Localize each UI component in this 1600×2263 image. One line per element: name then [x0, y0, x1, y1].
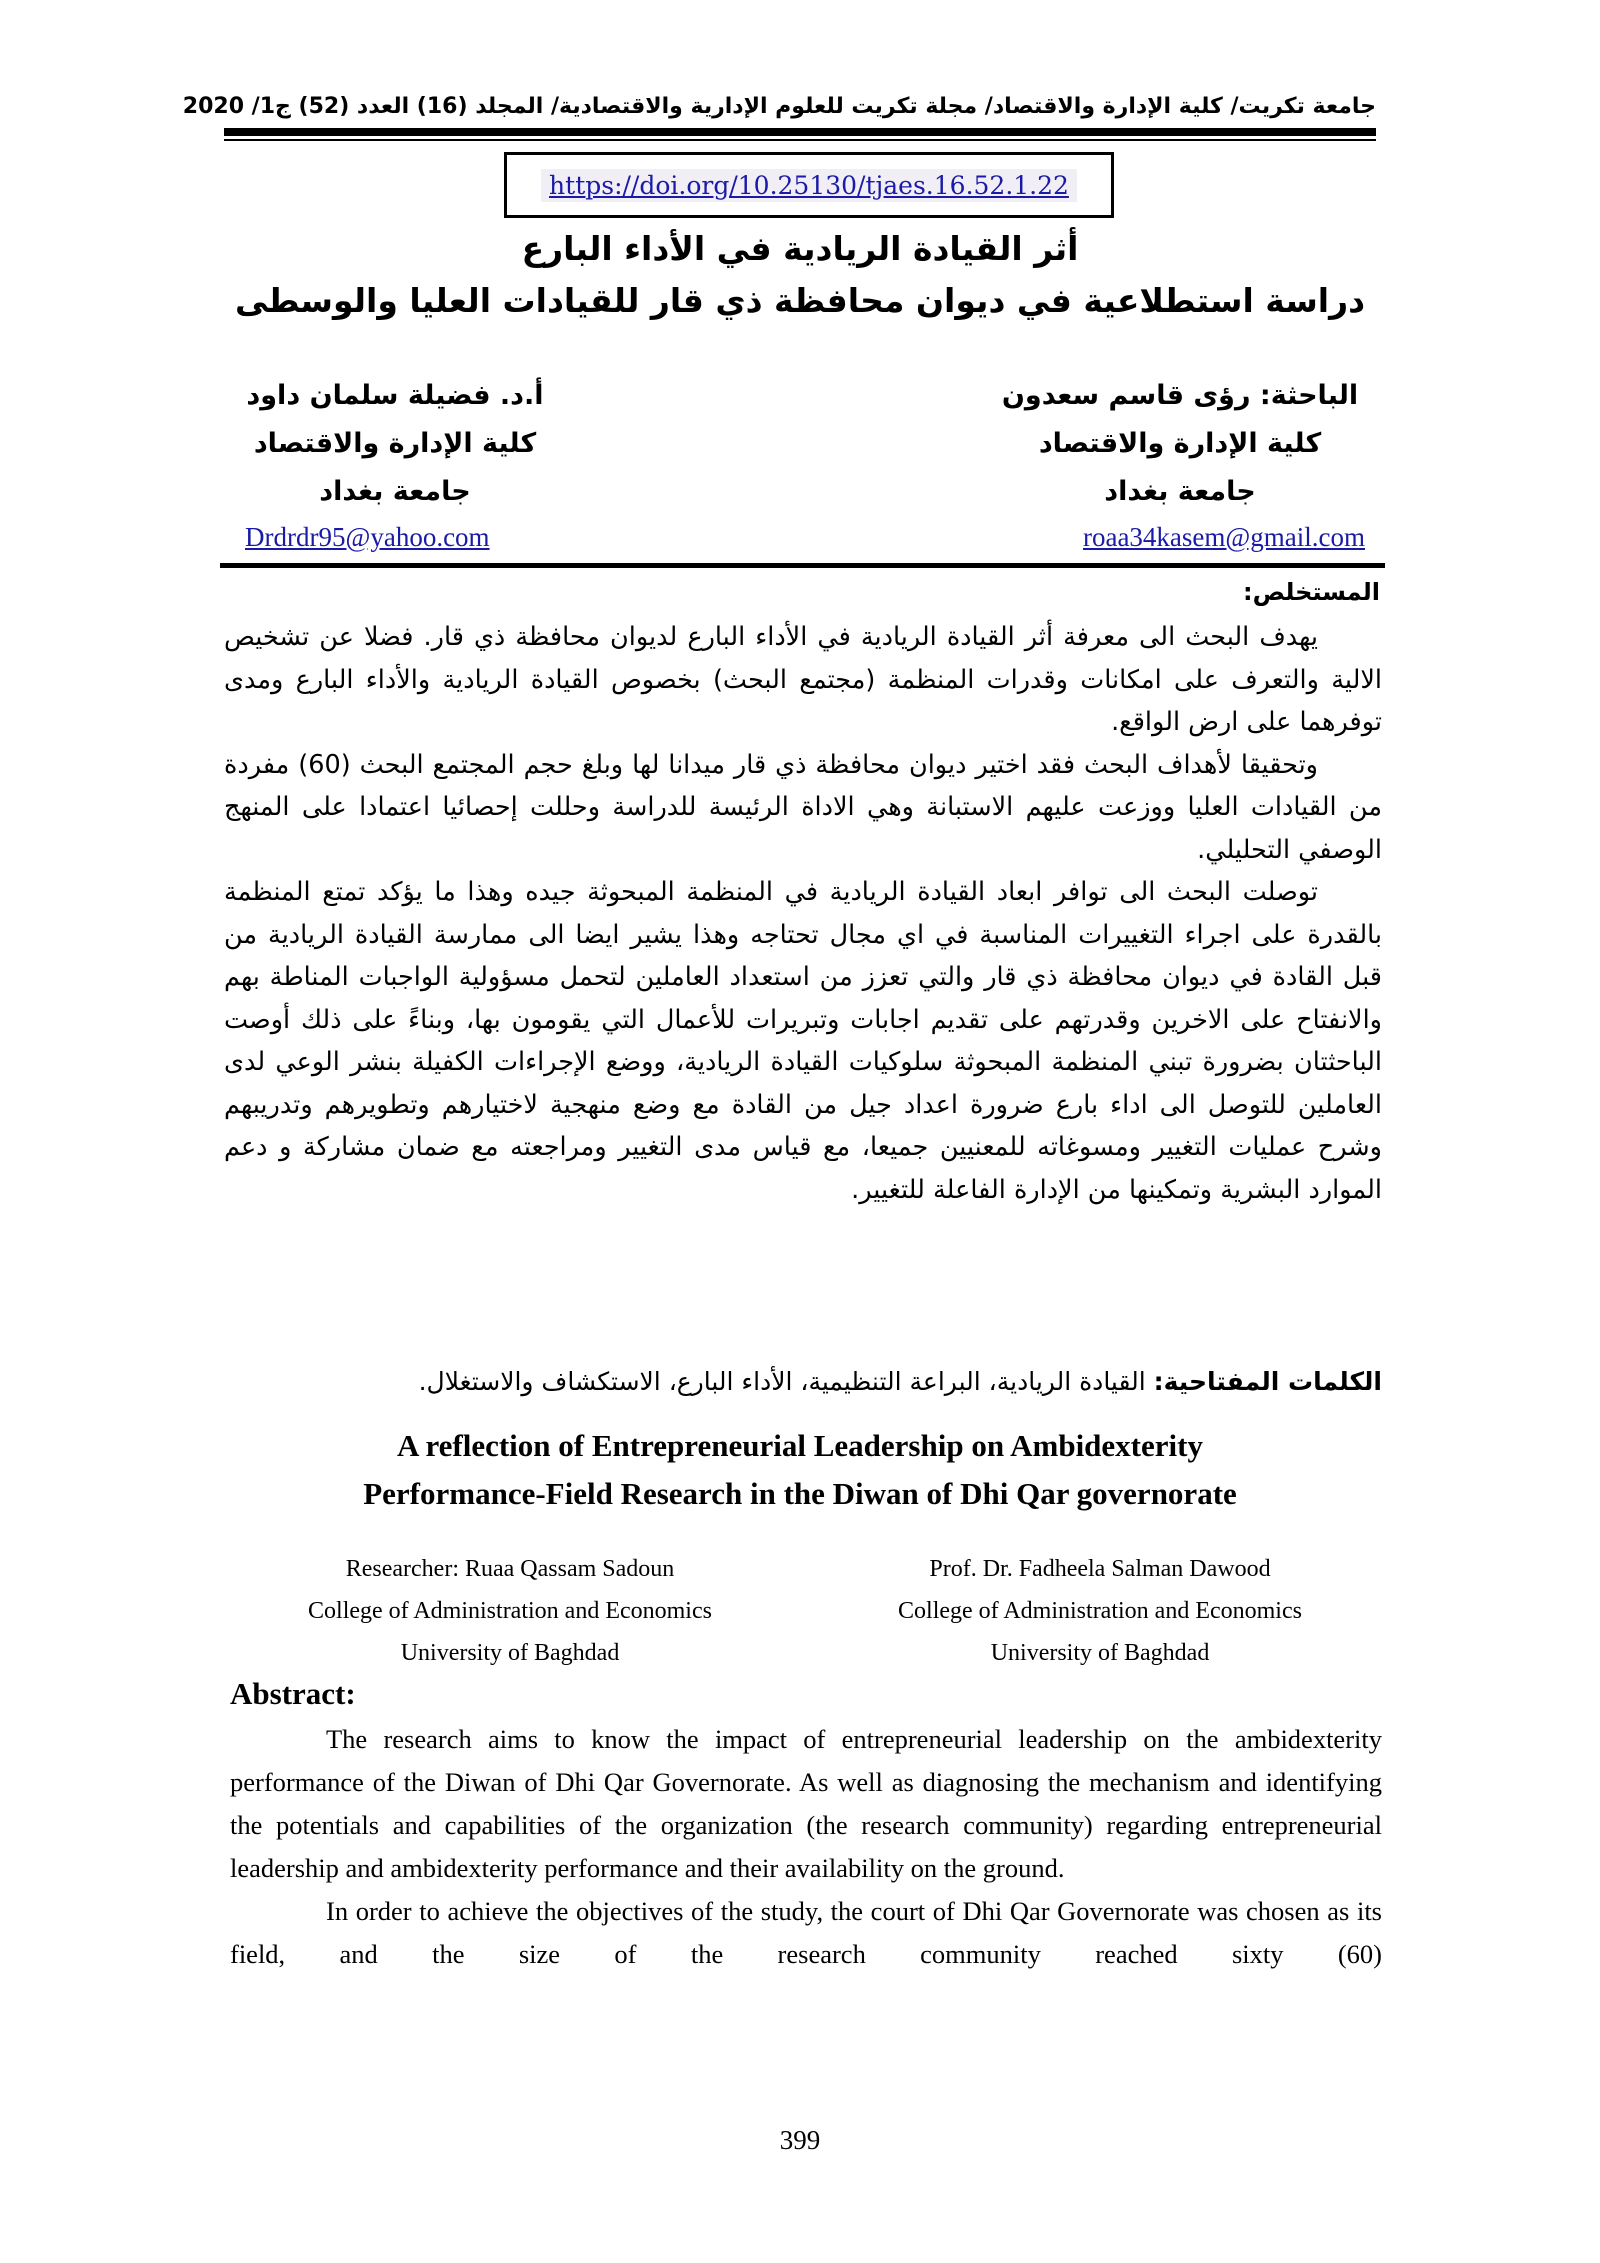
arabic-abstract-paragraph: وتحقيقا لأهداف البحث فقد اختير ديوان محافظة ذي قار ميدانا لها وبلغ حجم المجتمع البحث (60) مفردة من القيادات العليا ووزعت عليهم الاستبانة وهي الاداة الرئيسة للدراسة وحللت إحصائيا اعتمادا على المنهج الوصفي التحليلي.	[224, 749, 1382, 865]
english-abstract-paragraph: In order to achieve the objectives of the study, the court of Dhi Qar Governorate was chosen as its field, and the size of the research community reached sixty (60)	[230, 1896, 1382, 1969]
author-name: أ.د. فضيلة سلمان داود	[246, 380, 544, 411]
english-abstract-heading: Abstract:	[230, 1676, 356, 1711]
doi-box	[504, 152, 1114, 218]
arabic-subtitle: دراسة استطلاعية في ديوان محافظة ذي قار للقيادات العليا والوسطى	[234, 281, 1366, 320]
author-2-email-link[interactable]: Drdrdr95@yahoo.com	[245, 522, 490, 552]
arabic-abstract-body	[224, 616, 1382, 1211]
arabic-abstract-heading: المستخلص:	[1243, 578, 1380, 606]
english-author-1	[240, 1548, 780, 1674]
english-author-2	[820, 1548, 1380, 1674]
author-1-email-link[interactable]: roaa34kasem@gmail.com	[1082, 522, 1365, 552]
author-name: Prof. Dr. Fadheela Salman Dawood	[929, 1556, 1271, 1582]
running-header: جامعة تكريت/ كلية الإدارة والاقتصاد/ مجلة تكريت للعلوم الإدارية والاقتصادية/ المجلد (16) العدد (52) ج1/ 2020	[182, 94, 1376, 119]
english-title-line-1: A reflection of Entrepreneurial Leadership on Ambidexterity	[397, 1428, 1203, 1463]
english-abstract-paragraph: The research aims to know the impact of entrepreneurial leadership on the ambidexterity performance of the Diwan of Dhi Qar Governorate. As well as diagnosing the mechanism and identifying the potentials and capabilities of the organization (the research community) regarding entrepreneurial leadership and ambidexterity performance and their availability on the ground.	[230, 1724, 1382, 1883]
author-college: College of Administration and Economics	[308, 1598, 712, 1624]
arabic-title: أثر القيادة الريادية في الأداء البارع	[521, 229, 1079, 268]
author-university: University of Baghdad	[990, 1640, 1210, 1666]
author-name: الباحثة: رؤى قاسم سعدون	[1001, 380, 1359, 411]
header-rule-thin	[224, 139, 1376, 141]
keywords-list: القيادة الريادية، البراعة التنظيمية، الأداء البارع، الاستكشاف والاستغلال.	[418, 1367, 1146, 1396]
arabic-author-2	[230, 372, 560, 516]
keywords-label: الكلمات المفتاحية:	[1153, 1367, 1382, 1396]
author-name: Researcher: Ruaa Qassam Sadoun	[345, 1556, 675, 1582]
author-college: كلية الإدارة والاقتصاد	[253, 428, 537, 459]
header-rule-thick	[224, 128, 1376, 136]
page-number: 399	[779, 2125, 821, 2155]
author-university: جامعة بغداد	[319, 476, 471, 507]
author-college: College of Administration and Economics	[898, 1598, 1302, 1624]
arabic-abstract-paragraph: توصلت البحث الى توافر ابعاد القيادة الريادية في المنظمة المبحوثة جيده وهذا ما يؤكد تمتع المنظمة بالقدرة على اجراء التغييرات المناسبة في اي مجال تحتاجه وهذا يشير ايضا الى ممارسة القيادة الريادية من قبل القادة في ديوان محافظة ذي قار والتي تعزز من استعداد العاملين لتحمل مسؤولية الواجبات المناطة بهم والانفتاح على الاخرين وقدرتهم على تقديم اجابات وتبريرات للأعمال التي يقومون بها، وبناءً على ذلك أوصت الباحثتان بضرورة تبني المنظمة المبحوثة سلوكيات القيادة الريادية، ووضع الإجراءات الكفيلة بنشر الوعي لدى العاملين للتوصل الى اداء بارع ضرورة اعداد جيل من القادة مع وضع منهجية لاختيارهم وتطويرهم وتدريبهم وشرح عمليات التغيير ومسوغاته للمعنيين جميعا، مع قياس مدى التغيير ومراجعته مع ضمان مشاركة و دعم الموارد البشرية وتمكينها من الإدارة الفاعلة للتغيير.	[224, 877, 1382, 1205]
arabic-author-1	[980, 372, 1380, 516]
doi-link[interactable]: https://doi.org/10.25130/tjaes.16.52.1.22	[541, 169, 1077, 202]
english-title-line-2: Performance-Field Research in the Diwan of Dhi Qar governorate	[363, 1476, 1237, 1511]
author-university: University of Baghdad	[400, 1640, 620, 1666]
arabic-keywords	[224, 1361, 1382, 1403]
arabic-abstract-paragraph: يهدف البحث الى معرفة أثر القيادة الريادية في الأداء البارع لديوان محافظة ذي قار. فضلا عن تشخيص الالية والتعرف على امكانات وقدرات المنظمة (مجتمع البحث) بخصوص القيادة الريادية والأداء البارع ومدى توفرهما على ارض الواقع.	[224, 622, 1382, 737]
english-abstract-body	[230, 1718, 1382, 1976]
section-divider	[220, 563, 1385, 568]
author-university: جامعة بغداد	[1104, 476, 1256, 507]
author-college: كلية الإدارة والاقتصاد	[1038, 428, 1322, 459]
